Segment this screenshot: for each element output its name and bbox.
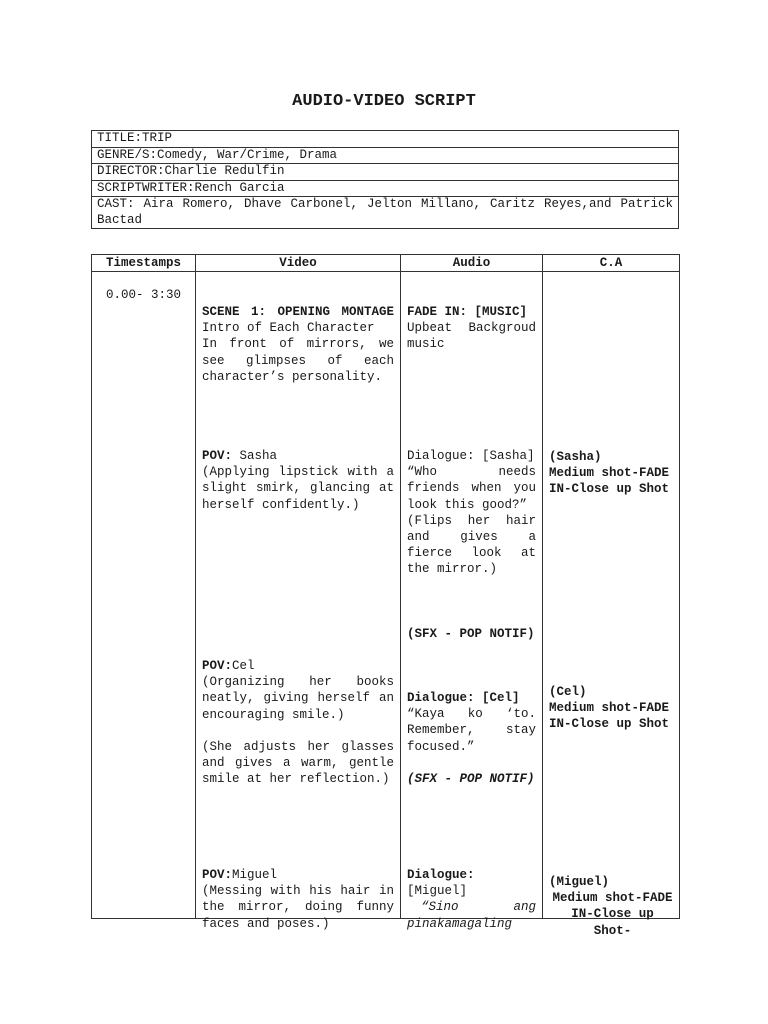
header-audio: Audio <box>401 255 543 272</box>
scene-block <box>202 304 394 385</box>
sfx-block <box>407 626 536 642</box>
sfx-label: (SFX - POP NOTIF) <box>407 772 535 786</box>
sasha-dialogue-block <box>407 448 536 578</box>
pov-name: Cel <box>232 659 255 673</box>
scene-text: Intro of Each Character <box>202 321 375 336</box>
genre-field: GENRE/S:Comedy, War/Crime, Drama <box>92 147 679 164</box>
pov-cel-extra-block <box>202 739 394 788</box>
pov-label: POV: <box>202 868 233 882</box>
dialogue-line: “Who needs friends when you look this good?” <box>407 465 536 512</box>
table-header-row <box>92 255 680 272</box>
pov-name: Sasha <box>232 449 278 463</box>
dialogue-action: (Flips her hair and gives a fierce look at the mirror.) <box>407 513 536 577</box>
header-video: Video <box>196 255 401 272</box>
fade-in-text: Upbeat Backgroud music <box>407 321 536 352</box>
audio-cell <box>401 272 543 931</box>
ca-character: (Sasha) <box>549 450 602 464</box>
ca-sasha-block <box>549 449 676 498</box>
scriptwriter-field: SCRIPTWRITER:Rench Garcia <box>92 180 679 197</box>
miguel-dialogue-block <box>407 867 536 932</box>
director-field: DIRECTOR:Charlie Redulfin <box>92 164 679 181</box>
dialogue-line: “Sino ang pinakamagaling <box>407 900 536 931</box>
pov-sasha-block <box>202 448 394 513</box>
scene-label: SCENE 1: OPENING MONTAGE <box>202 305 394 319</box>
fade-in-label: FADE IN: [MUSIC] <box>407 305 528 319</box>
sfx-label: (SFX - POP NOTIF) <box>407 627 535 641</box>
ca-miguel-block <box>549 874 676 939</box>
ca-shot: Medium shot-FADE IN-Close up Shot <box>549 701 670 732</box>
table-row <box>92 272 680 919</box>
pov-name: Miguel <box>232 868 278 882</box>
pov-description: (Organizing her books neatly, giving herself an encouraging smile.) <box>202 675 394 722</box>
audio-video-table <box>91 254 680 938</box>
ca-character: (Cel) <box>549 685 587 699</box>
ca-shot: Medium shot-FADE IN-Close up Shot- <box>552 891 673 938</box>
scene-description: In front of mirrors, we see glimpses of each character’s personality. <box>202 337 394 384</box>
page-title: AUDIO-VIDEO SCRIPT <box>292 92 476 111</box>
header-ca: C.A <box>543 255 680 272</box>
ca-cel-block <box>549 684 676 733</box>
cel-dialogue-block <box>407 690 536 755</box>
pov-label: POV: <box>202 449 233 463</box>
dialogue-line: “Kaya ko ‘to. Remember, stay focused.” <box>407 707 536 754</box>
header-timestamps: Timestamps <box>92 255 196 272</box>
pov-description: (Messing with his hair in the mirror, doing funny faces and poses.) <box>202 884 394 931</box>
video-cell <box>196 272 401 931</box>
ca-character: (Miguel) <box>549 875 610 889</box>
script-info-table <box>91 130 679 229</box>
pov-description: (Applying lipstick with a slight smirk, glancing at herself confidently.) <box>202 465 394 512</box>
timestamps-cell <box>92 272 196 919</box>
cast-field: CAST: Aira Romero, Dhave Carbonel, Jelton Millano, Caritz Reyes,and Patrick Bactad <box>92 197 679 229</box>
pov-miguel-block <box>202 867 394 932</box>
dialogue-label: Dialogue: <box>407 868 475 882</box>
dialogue-speaker: [Miguel] <box>407 884 468 899</box>
title-field: TITLE:TRIP <box>92 131 679 148</box>
ca-cell <box>543 272 680 938</box>
timestamp-value: 0.00- 3:30 <box>105 288 181 302</box>
dialogue-label: Dialogue: [Sasha] <box>407 449 535 463</box>
dialogue-label: Dialogue: [Cel] <box>407 691 520 705</box>
sfx-block <box>407 771 536 787</box>
fade-in-block <box>407 304 536 353</box>
pov-description: (She adjusts her glasses and gives a warm, gentle smile at her reflection.) <box>202 740 394 787</box>
pov-cel-block <box>202 658 394 723</box>
pov-label: POV: <box>202 659 233 673</box>
ca-shot: Medium shot-FADE IN-Close up Shot <box>549 466 670 497</box>
